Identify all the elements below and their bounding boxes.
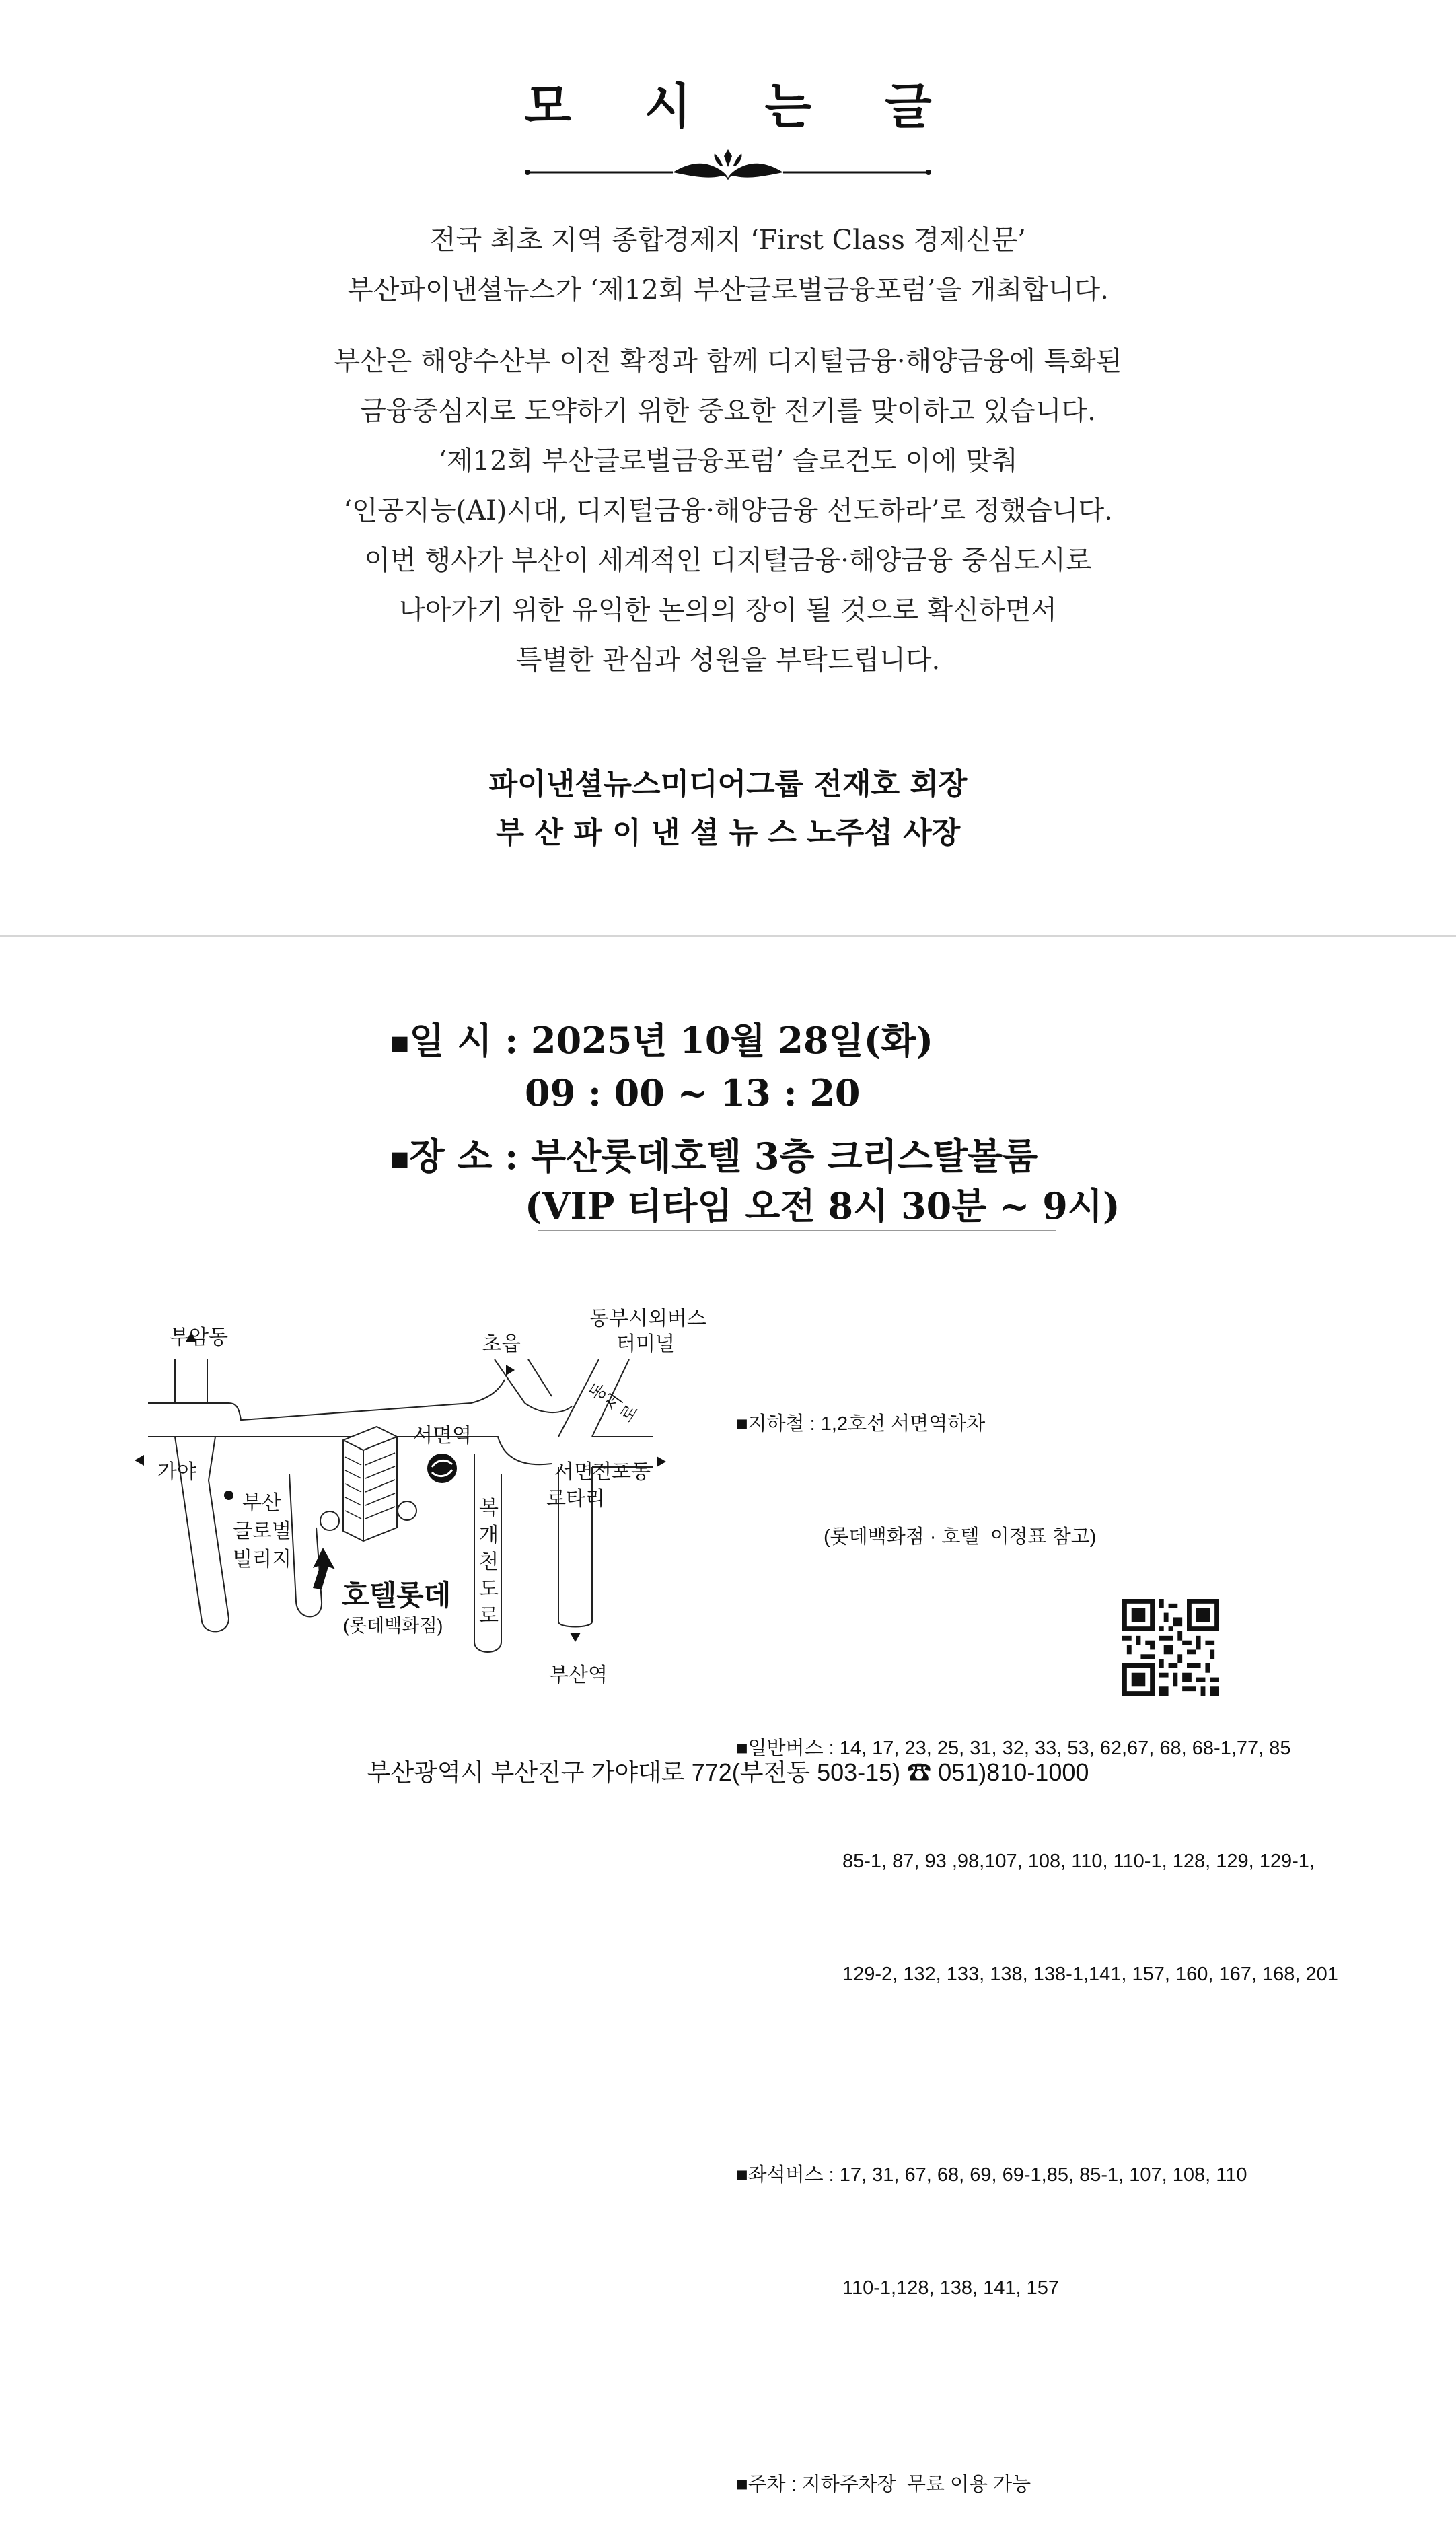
label-gaya: 가야	[157, 1461, 196, 1483]
signature-block	[0, 760, 1456, 857]
bullet-square-icon: ■	[736, 1738, 748, 1759]
address-line	[0, 1754, 1456, 1788]
seat-bus-row: ■좌석버스 : 17, 31, 67, 68, 69, 69-1,85, 85-1, 107, 108, 110	[736, 2164, 1247, 2186]
label-choeup: 초읍	[482, 1333, 521, 1355]
label-terminal-1: 동부시외버스	[589, 1308, 706, 1330]
bullet-square-icon: ■	[736, 2474, 748, 2495]
bullet-square-icon: ■	[736, 2164, 748, 2186]
seat-bus-line-2: 110-1,128, 138, 141, 157	[842, 2277, 1059, 2299]
hotel-building-icon	[320, 1427, 416, 1541]
body-paragraph	[0, 336, 1456, 685]
date-value: 2025년 10월 28일(화)	[531, 1019, 933, 1062]
body-line: 특별한 관심과 성원을 부탁드립니다.	[515, 645, 941, 676]
body-line: 금융중심지로 도약하기 위한 중요한 전기를 맞이하고 있습니다.	[360, 396, 1096, 427]
label-seomyeon-station: 서면역	[413, 1425, 472, 1447]
label-hotel-lotte: 호텔롯데	[342, 1579, 451, 1611]
label-busan-global-3: 빌리지	[233, 1548, 291, 1571]
place-value: 부산롯데호텔 3층 크리스탈볼룸	[531, 1135, 1038, 1178]
arrow-down-icon	[570, 1633, 581, 1642]
body-line: 부산은 해양수산부 이전 확정과 함께 디지털금융·해양금융에 특화된	[334, 346, 1122, 377]
body-line: ‘인공지능(AI)시대, 디지털금융·해양금융 선도하라’로 정했습니다.	[343, 495, 1113, 526]
road-rotary	[525, 1403, 572, 1412]
bus-line-2: 85-1, 87, 93 ,98,107, 108, 110, 110-1, 128, 129, 129-1,	[842, 1851, 1315, 1872]
intro-line: 전국 최초 지역 종합경제지 ‘First Class 경제신문’	[430, 225, 1026, 256]
signature-line-2: 부 산 파 이 낸 셜 뉴 스 노주섭 사장	[495, 816, 961, 850]
label-dongseo-road: 동 서 로	[585, 1379, 643, 1427]
bullet-square-icon: ■	[390, 1031, 410, 1055]
parking-row: ■주차 : 지하주차장 무료 이용 가능	[736, 2474, 1031, 2495]
label-bumam: 부암동	[170, 1326, 228, 1349]
road-gayadaero	[148, 1380, 505, 1420]
signature-line-1: 파이낸셜뉴스미디어그룹 전재호 회장	[488, 767, 968, 801]
bullet-dot-icon	[224, 1491, 233, 1500]
subway-note: (롯데백화점 · 호텔 이정표 참고)	[824, 1526, 1097, 1548]
arrow-right-icon	[657, 1456, 666, 1467]
label-busan-global-2: 글로벌	[233, 1520, 291, 1542]
bus-line-3: 129-2, 132, 133, 138, 138-1,141, 157, 160, 167, 168, 201	[842, 1964, 1338, 1985]
road-choeup	[528, 1359, 552, 1396]
road-choeup	[495, 1359, 525, 1403]
label-busan-global-1: 부산	[242, 1492, 281, 1514]
label-hotel-sub: (롯데백화점)	[343, 1616, 443, 1636]
fold-divider	[0, 935, 1456, 937]
page-title: 모 시 는 글	[524, 77, 960, 135]
body-line: 나아가기 위한 유익한 논의의 장이 될 것으로 확신하면서	[399, 595, 1057, 626]
event-place-row	[390, 1131, 1038, 1185]
address-text: 부산광역시 부산진구 가야대로 772(부전동 503-15)	[367, 1758, 901, 1786]
label-seomyeon: 서면	[554, 1461, 593, 1483]
qr-code-icon[interactable]	[1122, 1599, 1219, 1696]
event-time: 09 : 00 ~ 13 : 20	[525, 1071, 861, 1114]
label-terminal-2: 터미널	[616, 1333, 675, 1355]
phone-number[interactable]: 051)810-1000	[938, 1758, 1089, 1786]
event-vip: (VIP 티타임 오전 8시 30분 ~ 9시)	[525, 1184, 1120, 1227]
event-date-row	[390, 1015, 933, 1069]
intro-line: 부산파이낸셜뉴스가 ‘제12회 부산글로벌금융포럼’을 개최합니다.	[347, 275, 1109, 306]
label-bokgaecheon-road: 복 개 천 도 로	[479, 1497, 499, 1627]
body-line: 이번 행사가 부산이 세계적인 디지털금융·해양금융 중심도시로	[364, 545, 1092, 576]
place-label: 장 소 :	[409, 1135, 519, 1178]
arrow-right-icon	[506, 1365, 515, 1375]
transport-info	[736, 1330, 1338, 2541]
bullet-square-icon: ■	[736, 1413, 748, 1435]
intro-paragraph	[0, 215, 1456, 315]
label-jeonpodong: 전포동	[592, 1461, 651, 1483]
road-village	[289, 1474, 322, 1617]
date-label: 일 시 :	[409, 1019, 519, 1062]
phone-icon: ☎	[907, 1758, 932, 1786]
body-line: ‘제12회 부산글로벌금융포럼’ 슬로건도 이에 맞춰	[438, 445, 1018, 476]
label-busan-station: 부산역	[549, 1664, 608, 1686]
label-rotary: 로타리	[546, 1488, 605, 1510]
arrow-left-icon	[135, 1455, 144, 1466]
bus-row: ■일반버스 : 14, 17, 23, 25, 31, 32, 33, 53, 62,67, 68, 68-1,77, 85	[736, 1738, 1291, 1759]
ornament-divider	[525, 147, 931, 187]
info-underline	[538, 1230, 1056, 1231]
subway-station-icon	[427, 1454, 457, 1483]
subway-row: ■지하철 : 1,2호선 서면역하차	[736, 1413, 986, 1435]
hotel-pointer-arrow	[313, 1548, 335, 1589]
bullet-square-icon: ■	[390, 1147, 410, 1171]
